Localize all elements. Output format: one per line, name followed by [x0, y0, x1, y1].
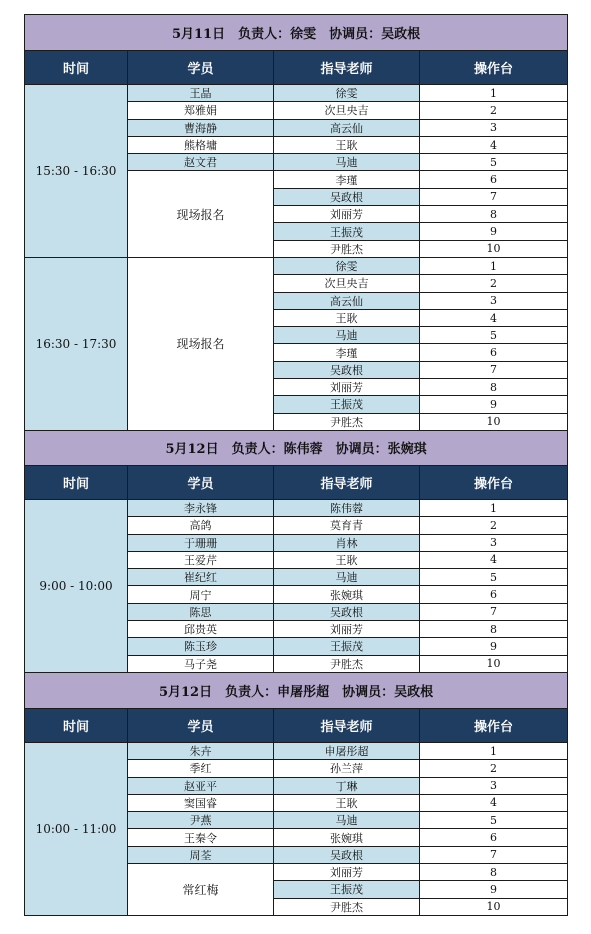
student-merged-cell: 现场报名 [128, 257, 274, 430]
station-number: 2 [420, 760, 568, 777]
student-name: 王秦令 [128, 829, 274, 846]
schedule-table [24, 14, 568, 916]
teacher-name: 王耿 [274, 309, 420, 326]
header-teacher: 指导老师 [274, 708, 420, 742]
student-name: 李永锋 [128, 499, 274, 516]
teacher-name: 吴政根 [274, 846, 420, 863]
station-number: 9 [420, 223, 568, 240]
teacher-name: 孙兰萍 [274, 760, 420, 777]
column-header-row [25, 465, 568, 499]
station-number: 8 [420, 863, 568, 880]
teacher-name: 王耿 [274, 551, 420, 568]
station-number: 6 [420, 586, 568, 603]
column-header-row [25, 708, 568, 742]
station-number: 10 [420, 898, 568, 915]
student-name: 王爱芹 [128, 551, 274, 568]
section-title-row [25, 430, 568, 465]
student-name: 崔纪红 [128, 569, 274, 586]
teacher-name: 王振茂 [274, 396, 420, 413]
header-station: 操作台 [420, 465, 568, 499]
student-name: 马子尧 [128, 655, 274, 672]
station-number: 5 [420, 569, 568, 586]
teacher-name: 张婉琪 [274, 586, 420, 603]
station-number: 5 [420, 327, 568, 344]
station-number: 1 [420, 499, 568, 516]
teacher-name: 王耿 [274, 136, 420, 153]
station-number: 5 [420, 812, 568, 829]
student-name: 陈玉珍 [128, 638, 274, 655]
teacher-name: 高云仙 [274, 292, 420, 309]
station-number: 2 [420, 102, 568, 119]
header-teacher: 指导老师 [274, 465, 420, 499]
teacher-name: 李瑾 [274, 171, 420, 188]
student-merged-cell: 常红梅 [128, 863, 274, 915]
station-number: 1 [420, 742, 568, 759]
teacher-name: 尹胜杰 [274, 655, 420, 672]
teacher-name: 尹胜杰 [274, 413, 420, 430]
student-name: 赵亚平 [128, 777, 274, 794]
teacher-name: 马迪 [274, 812, 420, 829]
section-title-row [25, 672, 568, 708]
teacher-name: 尹胜杰 [274, 240, 420, 257]
station-number: 4 [420, 136, 568, 153]
teacher-name: 申屠彤超 [274, 742, 420, 759]
teacher-name: 王振茂 [274, 638, 420, 655]
station-number: 2 [420, 275, 568, 292]
student-name: 熊格墉 [128, 136, 274, 153]
teacher-name: 陈伟蓉 [274, 499, 420, 516]
student-name: 王晶 [128, 85, 274, 102]
student-name: 周荃 [128, 846, 274, 863]
station-number: 3 [420, 777, 568, 794]
column-header-row [25, 51, 568, 85]
header-time: 时间 [25, 708, 128, 742]
station-number: 10 [420, 413, 568, 430]
teacher-name: 李瑾 [274, 344, 420, 361]
teacher-name: 尹胜杰 [274, 898, 420, 915]
student-name: 于珊珊 [128, 534, 274, 551]
teacher-name: 刘丽芳 [274, 863, 420, 880]
teacher-name: 莫育青 [274, 517, 420, 534]
header-time: 时间 [25, 51, 128, 85]
table-row [25, 742, 568, 759]
teacher-name: 马迪 [274, 569, 420, 586]
station-number: 6 [420, 344, 568, 361]
station-number: 8 [420, 206, 568, 223]
header-student: 学员 [128, 51, 274, 85]
teacher-name: 刘丽芳 [274, 206, 420, 223]
student-name: 曹海静 [128, 119, 274, 136]
time-slot: 15:30 - 16:30 [25, 85, 128, 258]
table-row [25, 85, 568, 102]
station-number: 3 [420, 534, 568, 551]
teacher-name: 王振茂 [274, 223, 420, 240]
student-name: 季红 [128, 760, 274, 777]
section-title: 5月11日 负责人：徐雯 协调员：吴政根 [25, 15, 568, 51]
header-station: 操作台 [420, 708, 568, 742]
station-number: 5 [420, 154, 568, 171]
teacher-name: 丁琳 [274, 777, 420, 794]
station-number: 10 [420, 240, 568, 257]
student-name: 周宁 [128, 586, 274, 603]
student-name: 窦国睿 [128, 794, 274, 811]
teacher-name: 吴政根 [274, 603, 420, 620]
teacher-name: 次旦央吉 [274, 102, 420, 119]
teacher-name: 王耿 [274, 794, 420, 811]
teacher-name: 吴政根 [274, 188, 420, 205]
station-number: 4 [420, 309, 568, 326]
student-name: 尹燕 [128, 812, 274, 829]
section-title-row [25, 15, 568, 51]
station-number: 1 [420, 85, 568, 102]
student-name: 郑雅娟 [128, 102, 274, 119]
station-number: 8 [420, 379, 568, 396]
header-teacher: 指导老师 [274, 51, 420, 85]
teacher-name: 徐雯 [274, 85, 420, 102]
station-number: 7 [420, 603, 568, 620]
section-title: 5月12日 负责人：陈伟蓉 协调员：张婉琪 [25, 430, 568, 465]
station-number: 7 [420, 188, 568, 205]
teacher-name: 高云仙 [274, 119, 420, 136]
teacher-name: 刘丽芳 [274, 621, 420, 638]
teacher-name: 吴政根 [274, 361, 420, 378]
station-number: 6 [420, 829, 568, 846]
table-row [25, 499, 568, 516]
teacher-name: 肖林 [274, 534, 420, 551]
time-slot: 16:30 - 17:30 [25, 257, 128, 430]
student-name: 赵文君 [128, 154, 274, 171]
teacher-name: 王振茂 [274, 881, 420, 898]
station-number: 10 [420, 655, 568, 672]
station-number: 9 [420, 881, 568, 898]
header-student: 学员 [128, 465, 274, 499]
header-time: 时间 [25, 465, 128, 499]
station-number: 3 [420, 292, 568, 309]
station-number: 7 [420, 361, 568, 378]
header-student: 学员 [128, 708, 274, 742]
station-number: 4 [420, 794, 568, 811]
station-number: 9 [420, 396, 568, 413]
teacher-name: 马迪 [274, 327, 420, 344]
table-row [25, 257, 568, 274]
teacher-name: 刘丽芳 [274, 379, 420, 396]
station-number: 2 [420, 517, 568, 534]
station-number: 1 [420, 257, 568, 274]
teacher-name: 张婉琪 [274, 829, 420, 846]
student-merged-cell: 现场报名 [128, 171, 274, 257]
student-name: 朱卉 [128, 742, 274, 759]
teacher-name: 徐雯 [274, 257, 420, 274]
teacher-name: 马迪 [274, 154, 420, 171]
station-number: 6 [420, 171, 568, 188]
station-number: 9 [420, 638, 568, 655]
time-slot: 10:00 - 11:00 [25, 742, 128, 915]
station-number: 7 [420, 846, 568, 863]
station-number: 8 [420, 621, 568, 638]
student-name: 高鸽 [128, 517, 274, 534]
time-slot: 9:00 - 10:00 [25, 499, 128, 672]
station-number: 4 [420, 551, 568, 568]
section-title: 5月12日 负责人：申屠彤超 协调员：吴政根 [25, 672, 568, 708]
header-station: 操作台 [420, 51, 568, 85]
teacher-name: 次旦央吉 [274, 275, 420, 292]
student-name: 邱贵英 [128, 621, 274, 638]
station-number: 3 [420, 119, 568, 136]
student-name: 陈思 [128, 603, 274, 620]
